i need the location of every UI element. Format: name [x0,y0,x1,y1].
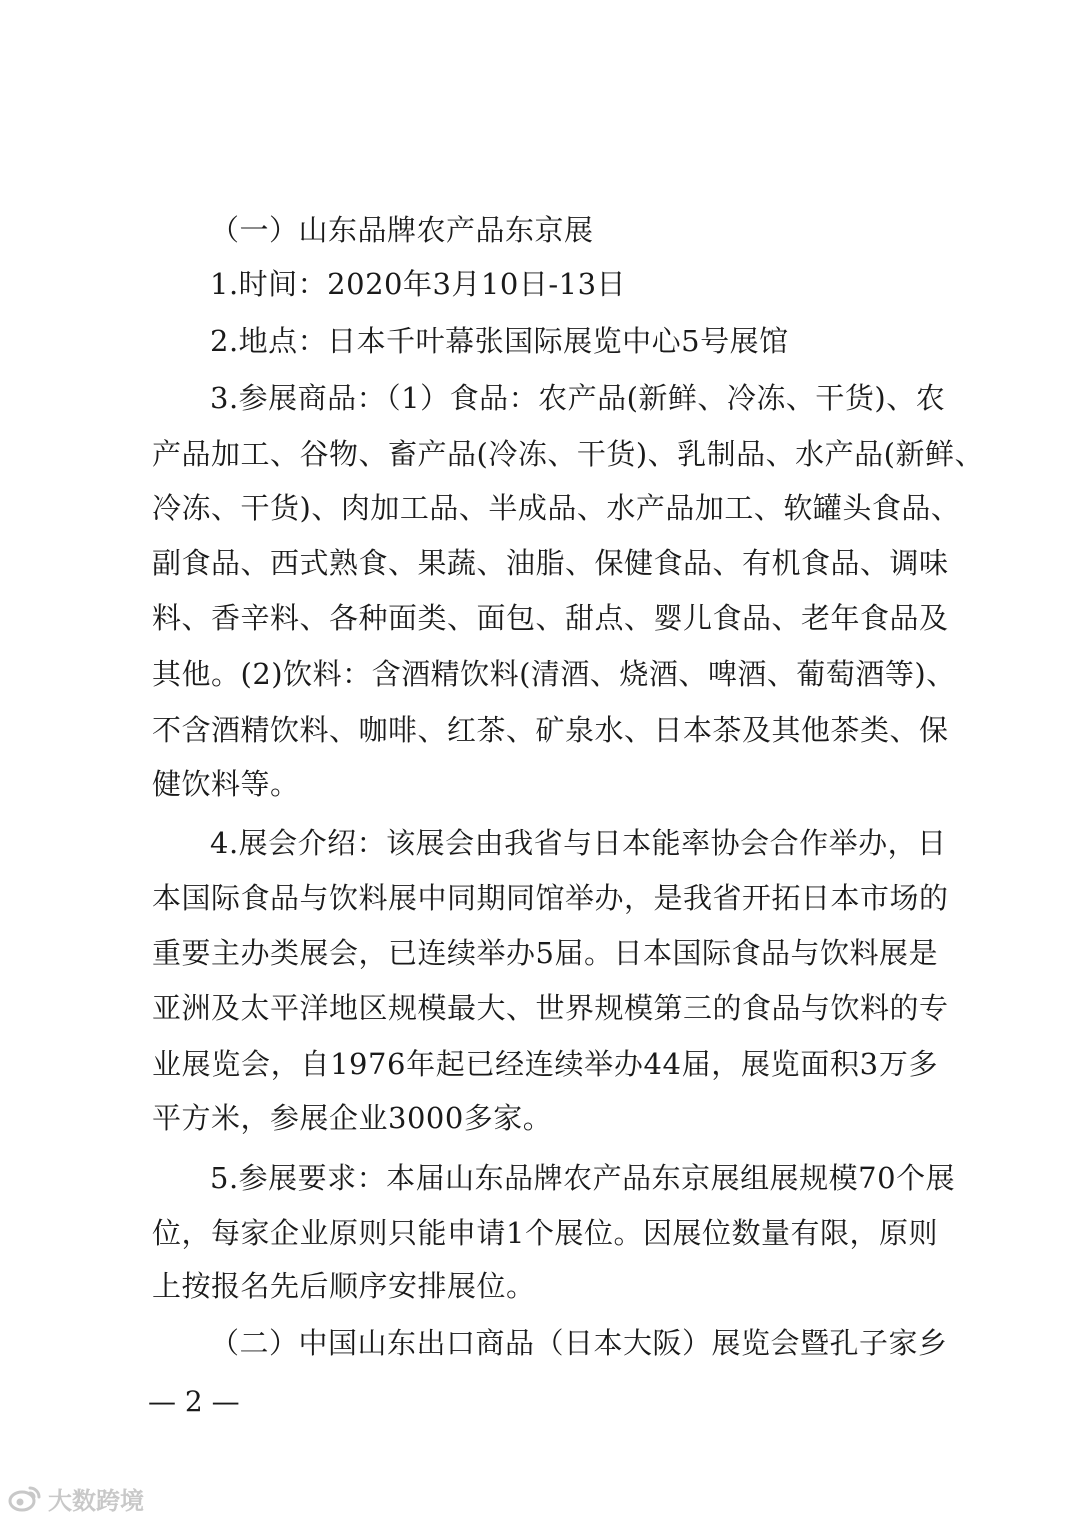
item-requirements-line-1: 5.参展要求：本届山东品牌农产品东京展组展规模70个展 [210,1161,956,1195]
item-requirements-line-2: 位，每家企业原则只能申请1个展位。因展位数量有限，原则 [152,1216,938,1250]
item-intro-line-6: 平方米，参展企业3000多家。 [152,1101,553,1135]
item-time: 1.时间：2020年3月10日-13日 [210,267,627,301]
item-products-line-1: 3.参展商品：（1）食品：农产品(新鲜、冷冻、干货)、农 [210,381,946,415]
item-intro-line-5: 业展览会，自1976年起已经连续举办44届，展览面积3万多 [152,1047,938,1081]
item-products-line-3: 冷冻、干货)、肉加工品、半成品、水产品加工、软罐头食品、 [152,491,961,525]
watermark [8,1478,144,1518]
item-products-line-7: 不含酒精饮料、咖啡、红茶、矿泉水、日本茶及其他茶类、保 [152,713,949,747]
item-intro-line-2: 本国际食品与饮料展中同期同馆举办，是我省开拓日本市场的 [152,881,949,915]
weibo-icon [8,1484,42,1512]
item-intro-line-4: 亚洲及太平洋地区规模最大、世界规模第三的食品与饮料的专 [152,991,949,1025]
item-intro-line-1: 4.展会介绍：该展会由我省与日本能率协会合作举办，日 [210,826,947,860]
item-intro-line-3: 重要主办类展会，已连续举办5届。日本国际食品与饮料展是 [152,936,938,970]
section-heading-2: （二）中国山东出口商品（日本大阪）展览会暨孔子家乡 [210,1326,948,1360]
item-products-line-6: 其他。(2)饮料：含酒精饮料(清酒、烧酒、啤酒、葡萄酒等)、 [152,657,956,691]
watermark-text: 大数跨境 [48,1486,144,1515]
item-products-line-8: 健饮料等。 [152,767,300,801]
page-number: — 2 — [148,1385,240,1418]
item-products-line-4: 副食品、西式熟食、果蔬、油脂、保健食品、有机食品、调味 [152,546,949,580]
section-heading-1: （一）山东品牌农产品东京展 [210,213,594,247]
item-products-line-2: 产品加工、谷物、畜产品(冷冻、干货)、乳制品、水产品(新鲜、 [152,437,984,471]
item-location: 2.地点：日本千叶幕张国际展览中心5号展馆 [210,324,789,358]
item-products-line-5: 料、香辛料、各种面类、面包、甜点、婴儿食品、老年食品及 [152,601,949,635]
item-requirements-line-3: 上按报名先后顺序安排展位。 [152,1269,536,1303]
